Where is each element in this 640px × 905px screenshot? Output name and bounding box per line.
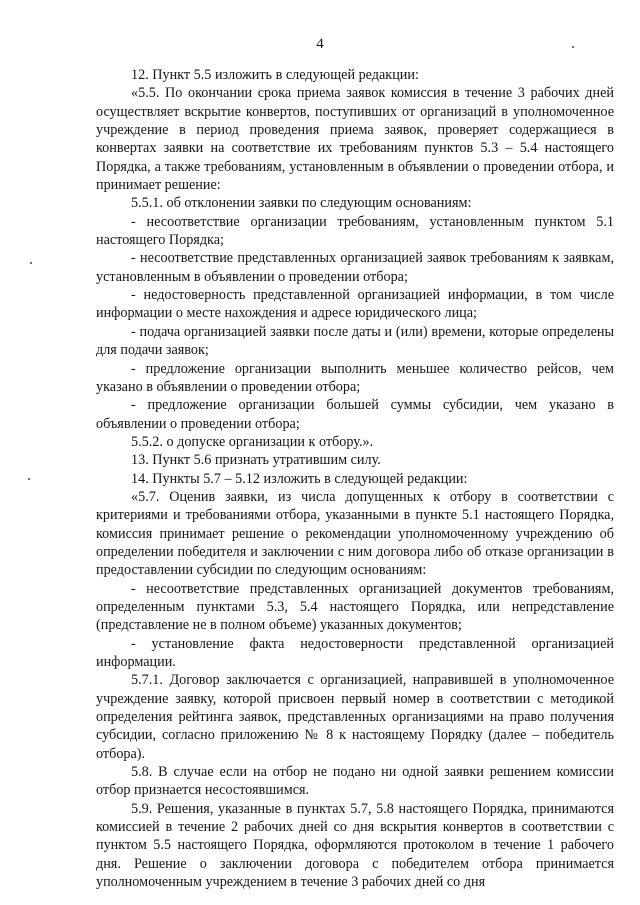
paragraph-5-5-2: 5.5.2. о допуске организации к отбору.».: [131, 433, 374, 450]
page-number: 4: [316, 36, 324, 52]
paragraph-item-14: 14. Пункты 5.7 – 5.12 изложить в следующей редакции:: [131, 470, 468, 487]
paragraph-5-9: 5.9. Решения, указанные в пунктах 5.7, 5.8 настоящего Порядка, принимаются комиссией в течение 2 рабочих дней со дня вскрытия конвертов в соответствии с пунктом 5.5 настоящего Порядка, оформляются протоколом в течение 1 рабочего дня. Решение о заключении договора с победителем отбора принимается уполномоченным учреждением в течение 3 рабочих дней со дня: [96, 800, 614, 891]
paragraph-item-13: 13. Пункт 5.6 признать утратившим силу.: [131, 452, 381, 469]
paragraph-item-12: 12. Пункт 5.5 изложить в следующей редакции:: [131, 67, 419, 83]
scan-speck: [572, 46, 574, 48]
list-item-ground-3: - недостоверность представленной организацией информации, в том числе информации о месте нахождения и адресе юридического лица;: [96, 287, 614, 322]
list-item-ground-6: - предложение организации большей суммы субсидии, чем указано в объявлении о проведении отбора;: [96, 397, 614, 432]
paragraph-5-8: 5.8. В случае если на отбор не подано ни одной заявки решением комиссии отбор признается несостоявшимся.: [96, 764, 614, 799]
list-item-ground-4: - подача организацией заявки после даты и (или) времени, которые определены для подачи заявок;: [96, 323, 614, 359]
list-item-ground-5: - предложение организации выполнить меньшее количество рейсов, чем указано в объявлении о проведении отбора;: [96, 360, 614, 395]
paragraph-5-5-1: 5.5.1. об отклонении заявки по следующим основаниям:: [131, 195, 472, 212]
document-body: [96, 66, 614, 891]
paragraph-5-7-1: 5.7.1. Договор заключается с организацией, направившей в уполномоченное учреждение заявку, которой присвоен первый номер в соответствии с методикой определения рейтинга заявок, представленных организациями на право получения субсидии, согласно приложению № 8 к настоящему Порядку (далее – победитель отбора).: [96, 672, 614, 762]
paragraph-5-7: «5.7. Оценив заявки, из числа допущенных к отбору в соответствии с критериями и требованиями отбора, указанными в пункте 5.1 настоящего Порядка, комиссия принимает решение о рекомендации уполномоченному учреждению об определении победителя и заключении с ним договора либо об отказе организации в предоставлении субсидии по следующим основаниям:: [96, 488, 614, 579]
scan-speck: [30, 262, 32, 264]
list-item-refusal-2: - установление факта недостоверности представленной организацией информации.: [96, 635, 614, 670]
list-item-ground-2: - несоответствие представленных организацией заявок требованиям к заявкам, установленным в объявлении о проведении отбора;: [96, 250, 614, 285]
scan-speck: [28, 478, 30, 480]
list-item-ground-1: - несоответствие организации требованиям, установленным пунктом 5.1 настоящего Порядка;: [96, 213, 614, 249]
list-item-refusal-1: - несоответствие представленных организацией документов требованиям, определенным пунктами 5.3, 5.4 настоящего Порядка, или непредставление (представление не в полном объеме) указанных документов;: [96, 580, 614, 634]
paragraph-5-5: «5.5. По окончании срока приема заявок комиссия в течение 3 рабочих дней осуществляет вскрытие конвертов, поступивших от организаций в уполномоченное учреждение в период проведения приема заявок, проверяет содержащиеся в конвертах заявки на соответствие их требованиям пунктов 5.3 – 5.4 настоящего Порядка, а также требованиям, установленным в объявлении о проведении отбора, и принимает решение:: [96, 85, 614, 194]
